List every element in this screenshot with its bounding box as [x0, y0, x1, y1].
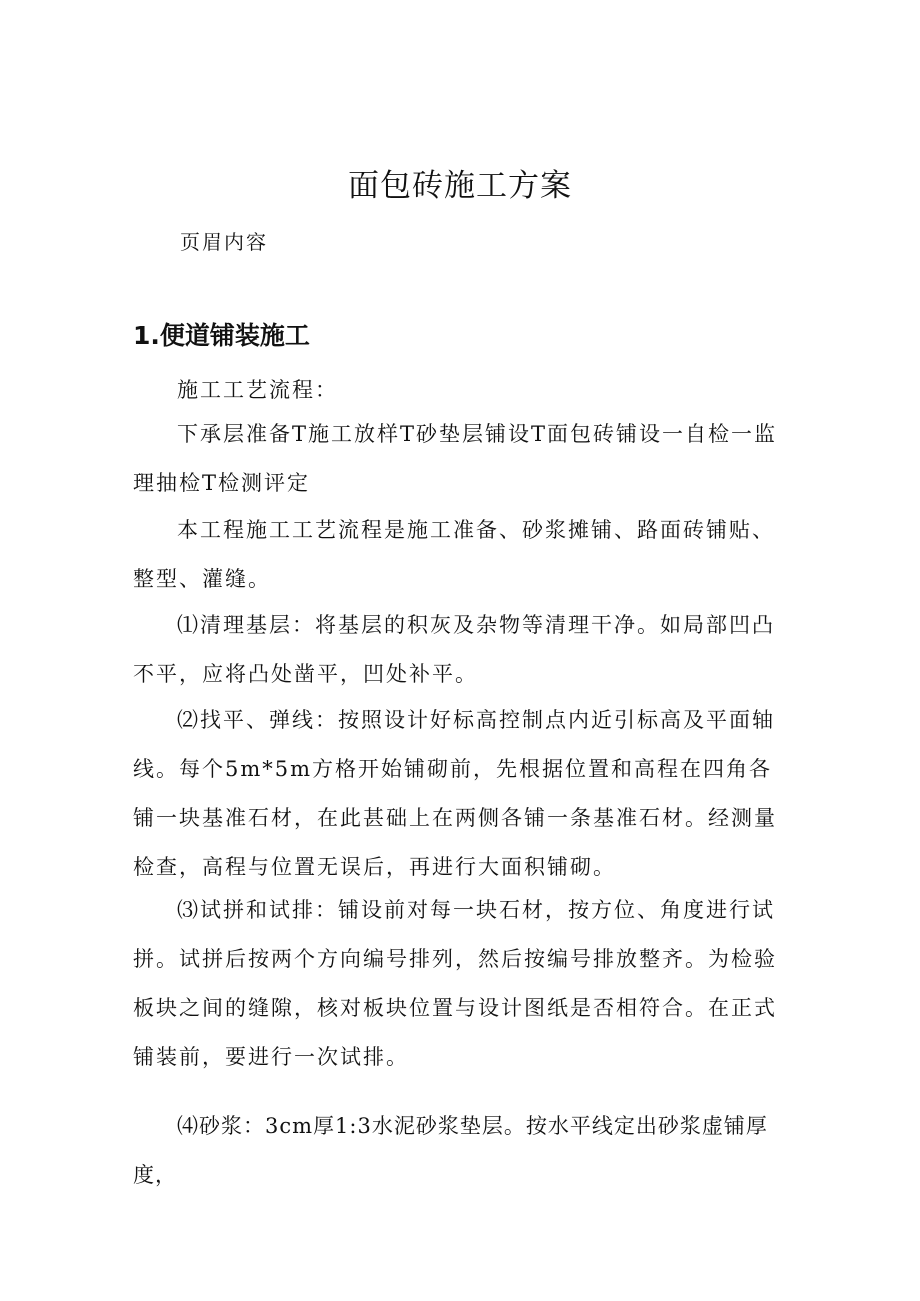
paragraph-process-flow: 下承层准备T施工放样T砂垫层铺设T面包砖铺设一自检一监理抽检T检测评定: [133, 422, 778, 495]
paragraph-process-summary: 本工程施工工艺流程是施工准备、砂浆摊铺、路面砖铺贴、整型、灌缝。: [133, 518, 775, 591]
paragraph-step-1: ⑴清理基层：将基层的积灰及杂物等清理干净。如局部凹凸不平，应将凸处凿平，凹处补平。: [133, 613, 775, 686]
paragraph-step-4: ⑷砂浆：3cm厚1:3水泥砂浆垫层。按水平线定出砂浆虚铺厚度，: [133, 1114, 768, 1187]
paragraph-process-label: 施工工艺流程：: [177, 378, 338, 402]
section-heading: 1.便道铺装施工: [133, 321, 310, 350]
paragraph-step-3: ⑶试拼和试排：铺设前对每一块石材，按方位、角度进行试拼。试拼后按两个方向编号排列，然后按编号排放整齐。为检验板块之间的缝隙，核对板块位置与设计图纸是否相符合。在正式铺装前，要进行一次试排。: [133, 898, 777, 1069]
paragraph-step-2: ⑵找平、弹线：按照设计好标高控制点内近引标高及平面轴线。每个5m*5m方格开始铺砌前，先根据位置和高程在四角各铺一块基准石材，在此甚础上在两侧各铺一条基准石材。经测量检查，高程与位置无误后，再进行大面积铺砌。: [133, 708, 777, 879]
header-note: 页眉内容: [180, 230, 268, 254]
document-title: 面包砖施工方案: [348, 168, 572, 204]
